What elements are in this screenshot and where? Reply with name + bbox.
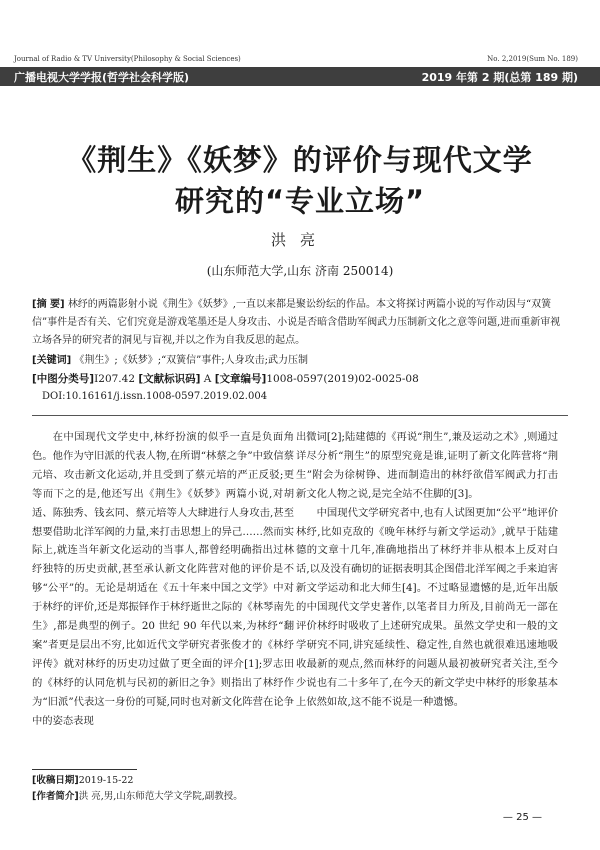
keywords-label: [关键词]	[32, 355, 72, 366]
doccode-label: [文献标识码]	[138, 373, 201, 385]
body-paragraph: 中国现代文学研究者中,也有人试图更加“公平”地评价林纾,比如克敌的《晚年林纾与新文学运动》,就早于陆建德的文章十几年,准确地指出了林纾并非从根本上反对白话,以及没有确切的证据表明其企图借北洋军阀之手来迫害新文学运动和北大师生[4]。不过略显遗憾的是,近年出版的中国现代文学史著作,以笔者目力所及,目前尚无一部在评价林纾时吸收了上述研究成果。虽然文学史和一般的文学研究不同,讲究延续性、稳定性,自然也就很难迅速地吸收最新的观点,然而林纾的问题从最初被研究者关注,至今少说也有二十多年了,在今天的新文学史中林纾的形象基本上依然如故,这不能不说是一种遗憾。	[296, 506, 558, 708]
articleno-label: [文章编号]	[214, 373, 267, 385]
page-number: — 25 —	[502, 812, 542, 823]
received-date	[32, 772, 133, 786]
issue-english: No. 2,2019(Sum No. 189)	[487, 55, 578, 63]
header-divider	[32, 415, 568, 416]
journal-header-bar	[0, 67, 600, 86]
article-title-line1: 《荆生》《妖梦》的评价与现代文学	[67, 143, 533, 177]
body-column-right	[296, 428, 558, 712]
footnote-divider	[32, 769, 137, 770]
received-value: 2019-15-22	[78, 775, 134, 786]
body-column-left	[32, 428, 294, 731]
received-label: [收稿日期]	[32, 775, 79, 786]
author-name: 洪亮	[270, 231, 329, 249]
classif-label: [中图分类号]	[32, 373, 95, 385]
body-paragraph: 在中国现代文学史中,林纾扮演的似乎一直是负面角色。他作为守旧派的代表人物,在所谓“林蔡之争”中致信蔡元培、攻击新文化运动,并且受到了蔡元培的严正反驳;更等而下之的是,他还写出《荆生》《妖梦》两篇小说,对胡适、陈独秀、钱玄同、蔡元培等人大肆进行人身攻击,甚至想要借助北洋军阀的力量,来打击思想上的异己……然而实际上,就连当年新文化运动的当事人,都曾经明确指出过林纾独特的历史贡献,甚至承认新文化阵营对他的评价是不够“公平”的。无论是胡适在《五十年来中国之文学》中对于林纾的评价,还是郑振铎作于林纾逝世之际的《林琴南先生》,都是典型的例子。20 世纪 90 年代以来,为林纾“翻案”者更是层出不穷,比如近代文学研究者张俊才的《林纾评传》就对林纾的历史功过做了更全面的评介[1];罗志田的《林纾的认同危机与民初的新旧之争》则指出了林纾作为“旧派”代表这一身份的可疑,同时也对新文化阵营在论争中的姿态表现	[32, 431, 294, 727]
doccode-value: A	[203, 373, 212, 385]
body-paragraph: 出微词[2];陆建德的《再说“荆生”,兼及运动之术》,则通过详尽分析“荆生”的原型究竟是谁,证明了新文化阵营将“荆生”附会为徐树铮、进而制造出的林纾欲借军阀武力打击新文化人物之说,是完全站不住脚的[3]。	[296, 431, 558, 500]
author-affiliation: (山东师范大学,山东 济南 250014)	[206, 264, 394, 278]
abstract	[32, 296, 566, 350]
doi: DOI:10.16161/j.issn.1008-0597.2019.02.004	[42, 391, 268, 402]
classification-line	[32, 370, 572, 388]
issue-chinese: 2019 年第 2 期(总第 189 期)	[421, 71, 578, 84]
bio-label: [作者简介]	[32, 791, 79, 802]
keywords-text: 《荆生》;《妖梦》;“双簧信”事件;人身攻击;武力压制	[74, 355, 309, 366]
abstract-text: 林纾的两篇影射小说《荆生》《妖梦》,一直以来都是聚讼纷纭的作品。本文将探讨两篇小说的写作动因与“双簧信”事件是否有关、它们究竟是游戏笔墨还是人身攻击、小说是否暗含借助军阀武力压制新文化之意等问题,进而重新审视立场各异的研究者的洞见与盲视,并以之作为自我反思的起点。	[32, 299, 561, 346]
journal-chinese-title: 广播电视大学学报(哲学社会科学版)	[14, 71, 190, 84]
keywords	[32, 352, 566, 370]
classif-value: I207.42	[94, 373, 135, 385]
abstract-label: [摘 要]	[32, 299, 65, 310]
author-bio	[32, 788, 243, 802]
articleno-value: 1008-0597(2019)02-0025-08	[266, 373, 419, 385]
bio-value: 洪 亮,男,山东师范大学文学院,副教授。	[78, 791, 243, 802]
article-title-line2: 研究的“专业立场”	[174, 184, 426, 218]
journal-english-title: Journal of Radio & TV University(Philosophy & Social Sciences)	[14, 55, 241, 63]
